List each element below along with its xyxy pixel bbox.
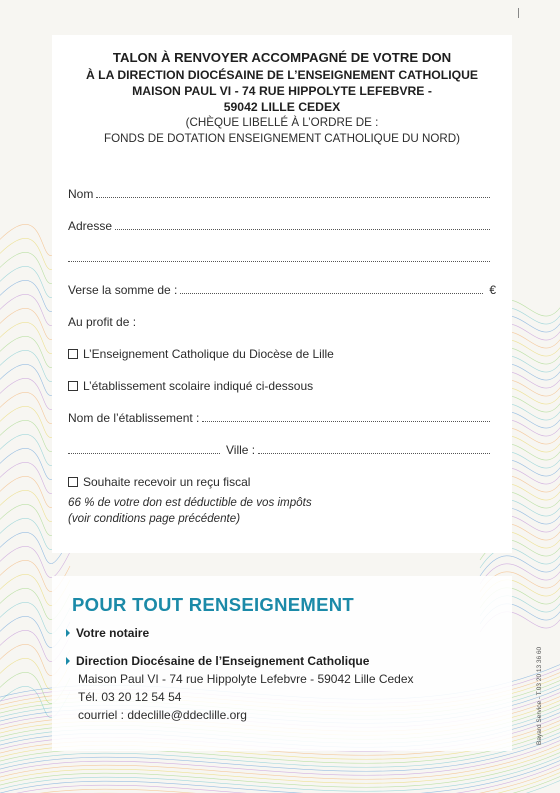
- checkbox-recu-fiscal[interactable]: Souhaite recevoir un reçu fiscal: [68, 475, 250, 489]
- direction-address: Maison Paul VI - 74 rue Hippolyte Lefebvre - 59042 Lille Cedex: [78, 672, 414, 686]
- etablissement-label: Nom de l’établissement :: [68, 411, 200, 425]
- header-line-4: 59042 LILLE CEDEX: [223, 100, 341, 114]
- nom-line[interactable]: [96, 196, 490, 198]
- nom-label: Nom: [68, 187, 94, 201]
- checkbox-etablissement[interactable]: L’établissement scolaire indiqué ci-dessous: [68, 379, 313, 393]
- form-fields: [68, 169, 496, 527]
- ville-line[interactable]: [258, 452, 490, 454]
- wave-line: [0, 776, 560, 793]
- ville-label: Ville :: [226, 443, 256, 457]
- info-panel: [52, 576, 512, 751]
- info-item-notaire: [72, 624, 496, 642]
- form-header: [68, 49, 496, 147]
- crop-mark: [518, 8, 519, 18]
- profit-label: Au profit de :: [68, 315, 137, 329]
- tax-note-line-2: (voir conditions page précédente): [68, 512, 241, 525]
- direction-email[interactable]: courriel : ddeclille@ddeclille.org: [78, 708, 247, 722]
- euro-sign: €: [489, 283, 496, 297]
- tax-note-line-1: 66 % de votre don est déductible de vos impôts: [68, 496, 312, 509]
- checkbox-diocese[interactable]: L’Enseignement Catholique du Diocèse de Lille: [68, 347, 334, 361]
- wave-line: [0, 764, 560, 793]
- adresse-label: Adresse: [68, 219, 113, 233]
- bullet-arrow-icon: [66, 629, 70, 637]
- adresse-field[interactable]: [68, 201, 496, 233]
- somme-field[interactable]: [68, 265, 496, 297]
- direction-phone: Tél. 03 20 12 54 54: [78, 690, 182, 704]
- option-diocese[interactable]: [68, 329, 496, 361]
- etablissement-line[interactable]: [202, 420, 490, 422]
- etablissement-line-2[interactable]: [68, 452, 220, 454]
- header-line-3: MAISON PAUL VI - 74 RUE HIPPOLYTE LEFEBVRE -: [132, 84, 432, 98]
- header-line-1: TALON À RENVOYER ACCOMPAGNÉ DE VOTRE DON: [112, 50, 452, 65]
- adresse-field-2[interactable]: [68, 233, 496, 265]
- notaire-label: Votre notaire: [76, 626, 150, 640]
- header-line-6: FONDS DE DOTATION ENSEIGNEMENT CATHOLIQUE DU NORD): [104, 132, 460, 145]
- printer-code: Bayard Service - T.03 20 13 36 60: [536, 646, 543, 745]
- header-line-5: (CHÈQUE LIBELLÉ À L’ORDRE DE :: [185, 116, 379, 129]
- somme-line[interactable]: [180, 292, 483, 294]
- somme-label: Verse la somme de :: [68, 283, 178, 297]
- direction-label: Direction Diocésaine de l’Enseignement Catholique: [76, 654, 370, 668]
- header-line-2: À LA DIRECTION DIOCÉSAINE DE L’ENSEIGNEMENT CATHOLIQUE: [85, 68, 479, 82]
- ville-field[interactable]: [68, 425, 496, 457]
- profit-label-row: [68, 297, 496, 329]
- adresse-line[interactable]: [115, 228, 490, 230]
- nom-field[interactable]: [68, 169, 496, 201]
- adresse-line-2[interactable]: [68, 260, 490, 262]
- tax-note: [68, 495, 496, 527]
- etablissement-field[interactable]: [68, 393, 496, 425]
- info-title: POUR TOUT RENSEIGNEMENT: [72, 594, 355, 615]
- donation-form-panel: [52, 35, 512, 553]
- option-recu[interactable]: [68, 457, 496, 489]
- bullet-arrow-icon: [66, 657, 70, 665]
- option-etablissement[interactable]: [68, 361, 496, 393]
- info-item-direction: [72, 652, 496, 670]
